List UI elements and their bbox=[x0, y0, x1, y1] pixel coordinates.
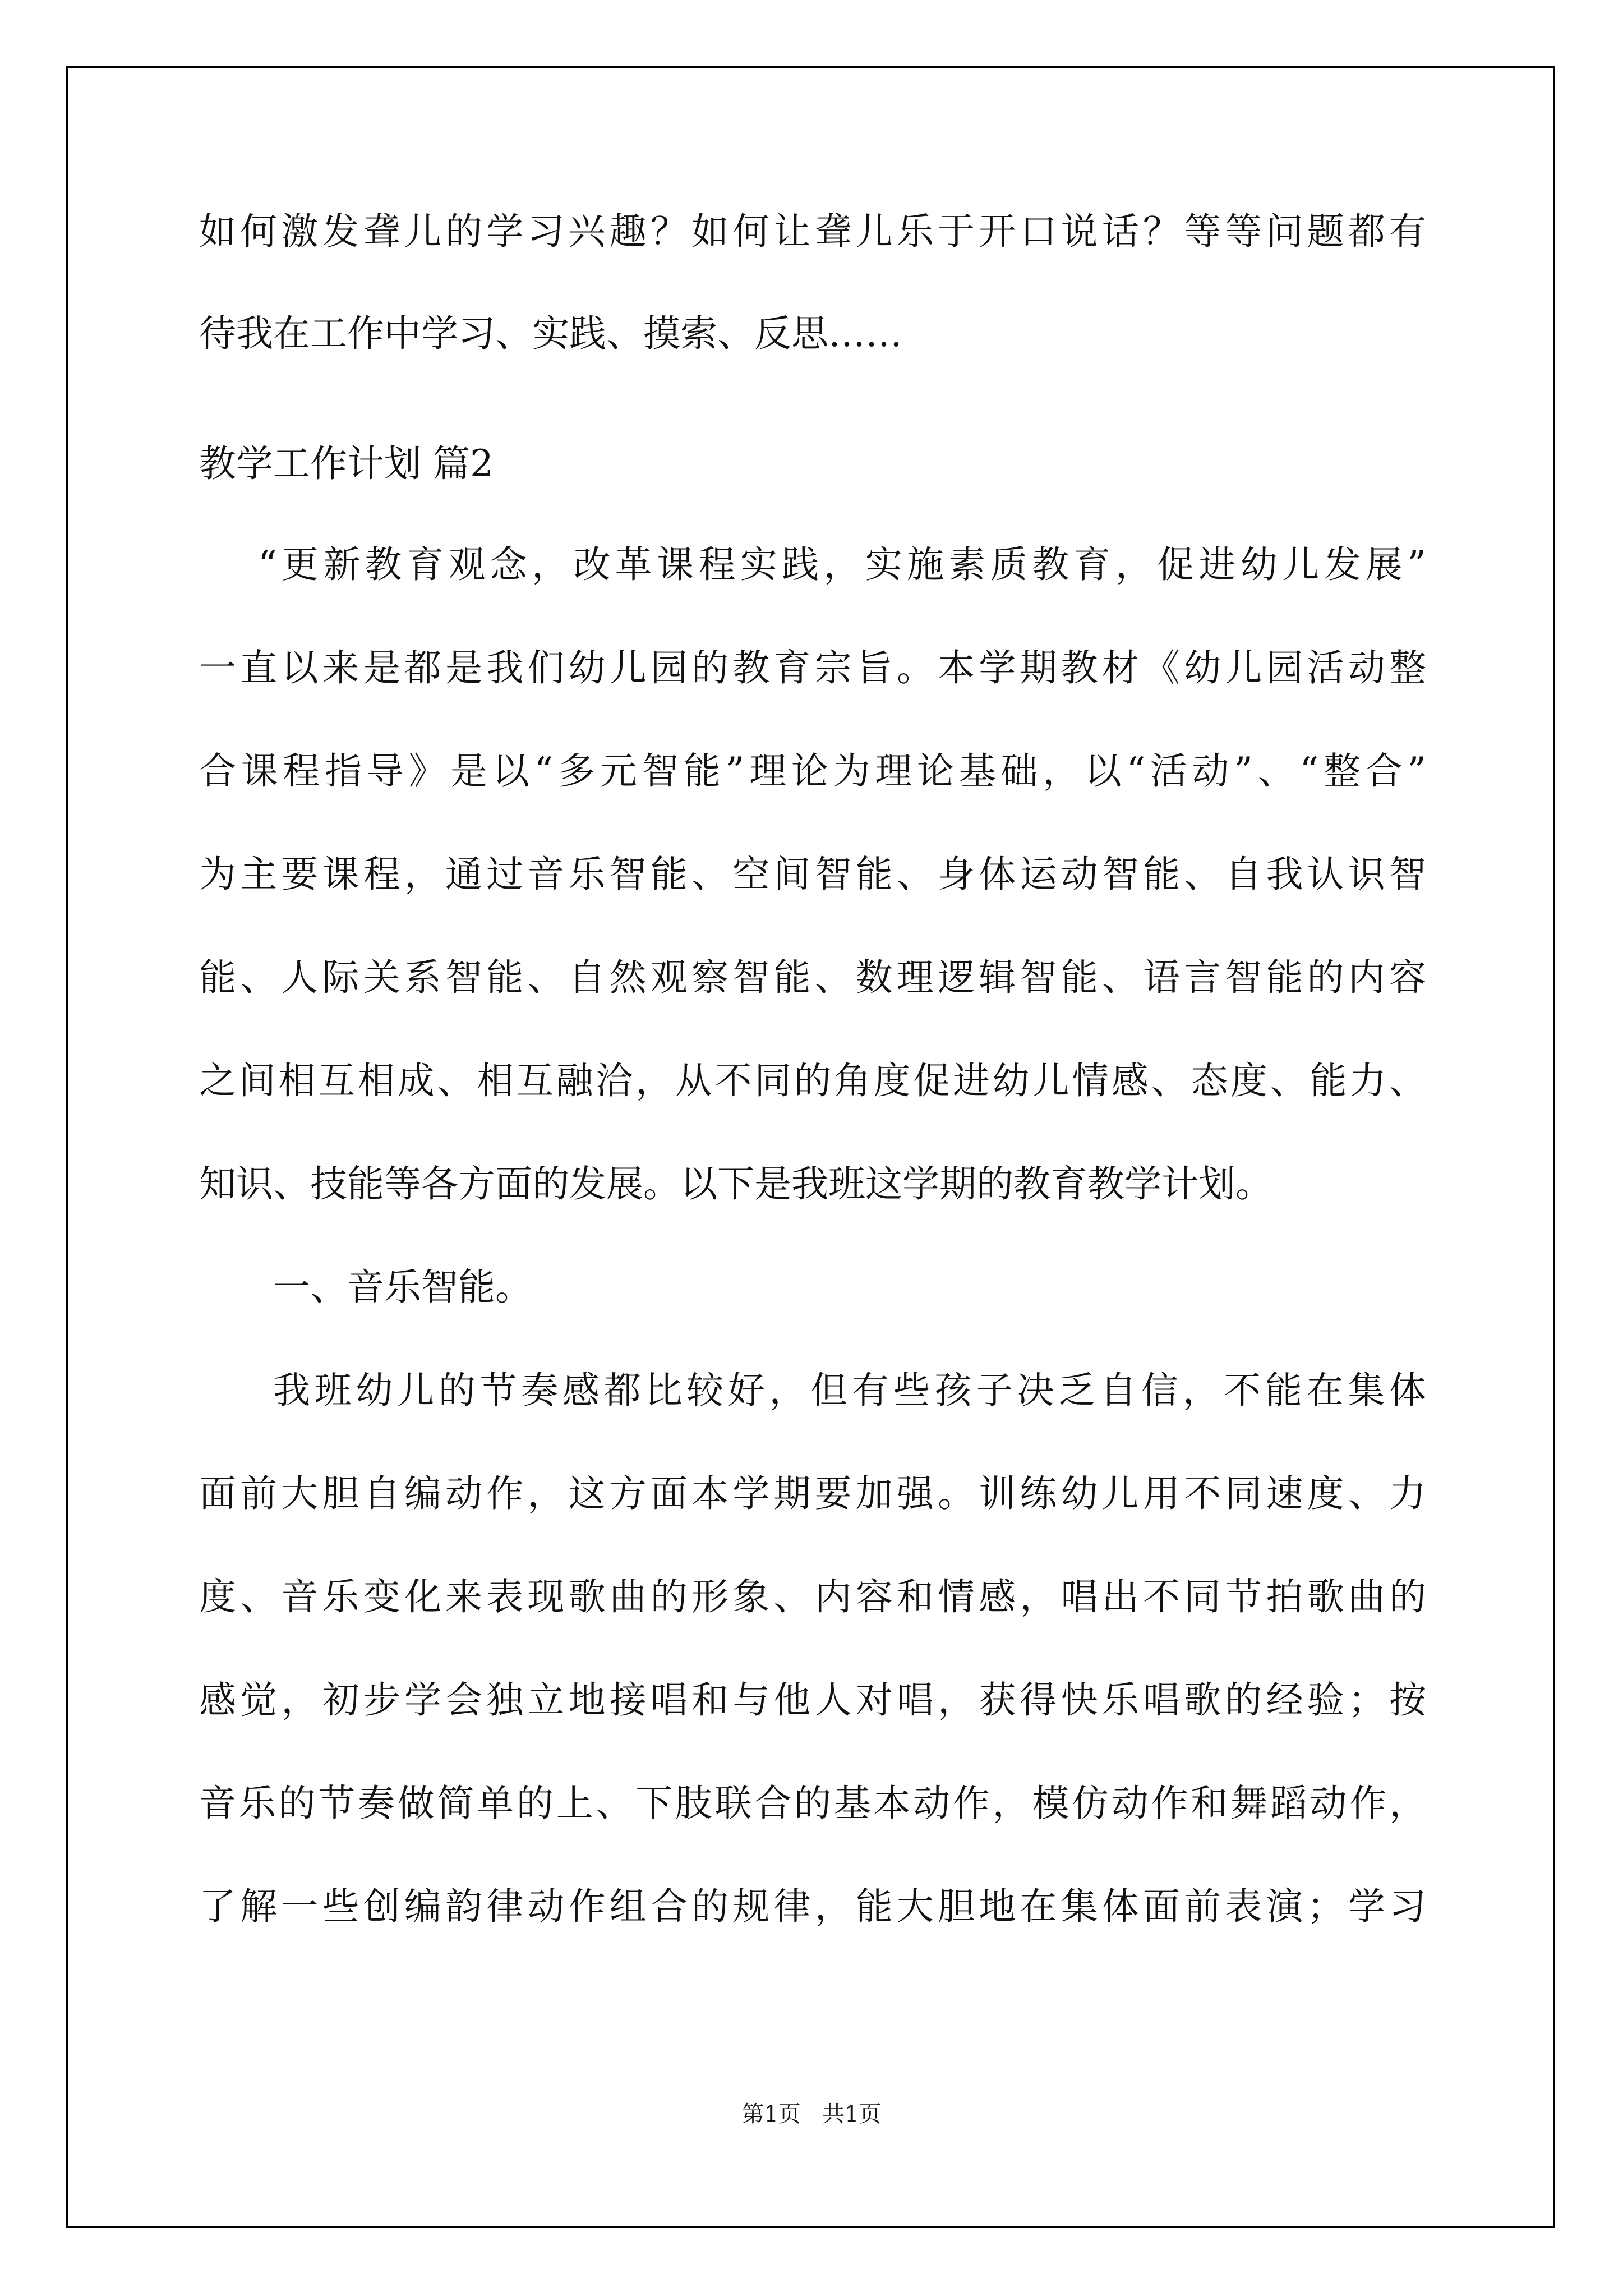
text-line: 为主要课程，通过音乐智能、空间智能、身体运动智能、自我认识智 bbox=[199, 853, 1426, 896]
text-line: 了解一些创编韵律动作组合的规律，能大胆地在集体面前表演；学习 bbox=[199, 1885, 1426, 1928]
subsection-heading: 一、音乐智能。 bbox=[273, 1266, 532, 1309]
text-line: 如何激发聋儿的学习兴趣？如何让聋儿乐于开口说话？等等问题都有 bbox=[199, 210, 1426, 253]
text-line: 之间相互相成、相互融洽，从不同的角度促进幼儿情感、态度、能力、 bbox=[199, 1059, 1426, 1102]
section-heading: 教学工作计划 篇2 bbox=[199, 442, 494, 485]
text-line: 待我在工作中学习、实践、摸索、反思…… bbox=[199, 312, 902, 355]
text-line: 我班幼儿的节奏感都比较好，但有些孩子决乏自信，不能在集体 bbox=[273, 1369, 1426, 1412]
text-line: 能、人际关系智能、自然观察智能、数理逻辑智能、语言智能的内容 bbox=[199, 956, 1426, 999]
text-line: 一直以来是都是我们幼儿园的教育宗旨。本学期教材《幼儿园活动整 bbox=[199, 646, 1426, 689]
text-line: 音乐的节奏做简单的上、下肢联合的基本动作，模仿动作和舞蹈动作， bbox=[199, 1782, 1426, 1825]
text-line: 知识、技能等各方面的发展。以下是我班这学期的教育教学计划。 bbox=[199, 1162, 1272, 1205]
page-footer: 第1页 共1页 bbox=[741, 2101, 882, 2127]
text-line: 面前大胆自编动作，这方面本学期要加强。训练幼儿用不同速度、力 bbox=[199, 1472, 1426, 1515]
text-line: 合课程指导》是以“多元智能”理论为理论基础，以“活动”、“整合” bbox=[199, 749, 1426, 793]
text-line: “更新教育观念，改革课程实践，实施素质教育，促进幼儿发展” bbox=[258, 543, 1426, 586]
text-line: 度、音乐变化来表现歌曲的形象、内容和情感，唱出不同节拍歌曲的 bbox=[199, 1575, 1426, 1618]
text-line: 感觉，初步学会独立地接唱和与他人对唱，获得快乐唱歌的经验；按 bbox=[199, 1678, 1426, 1722]
